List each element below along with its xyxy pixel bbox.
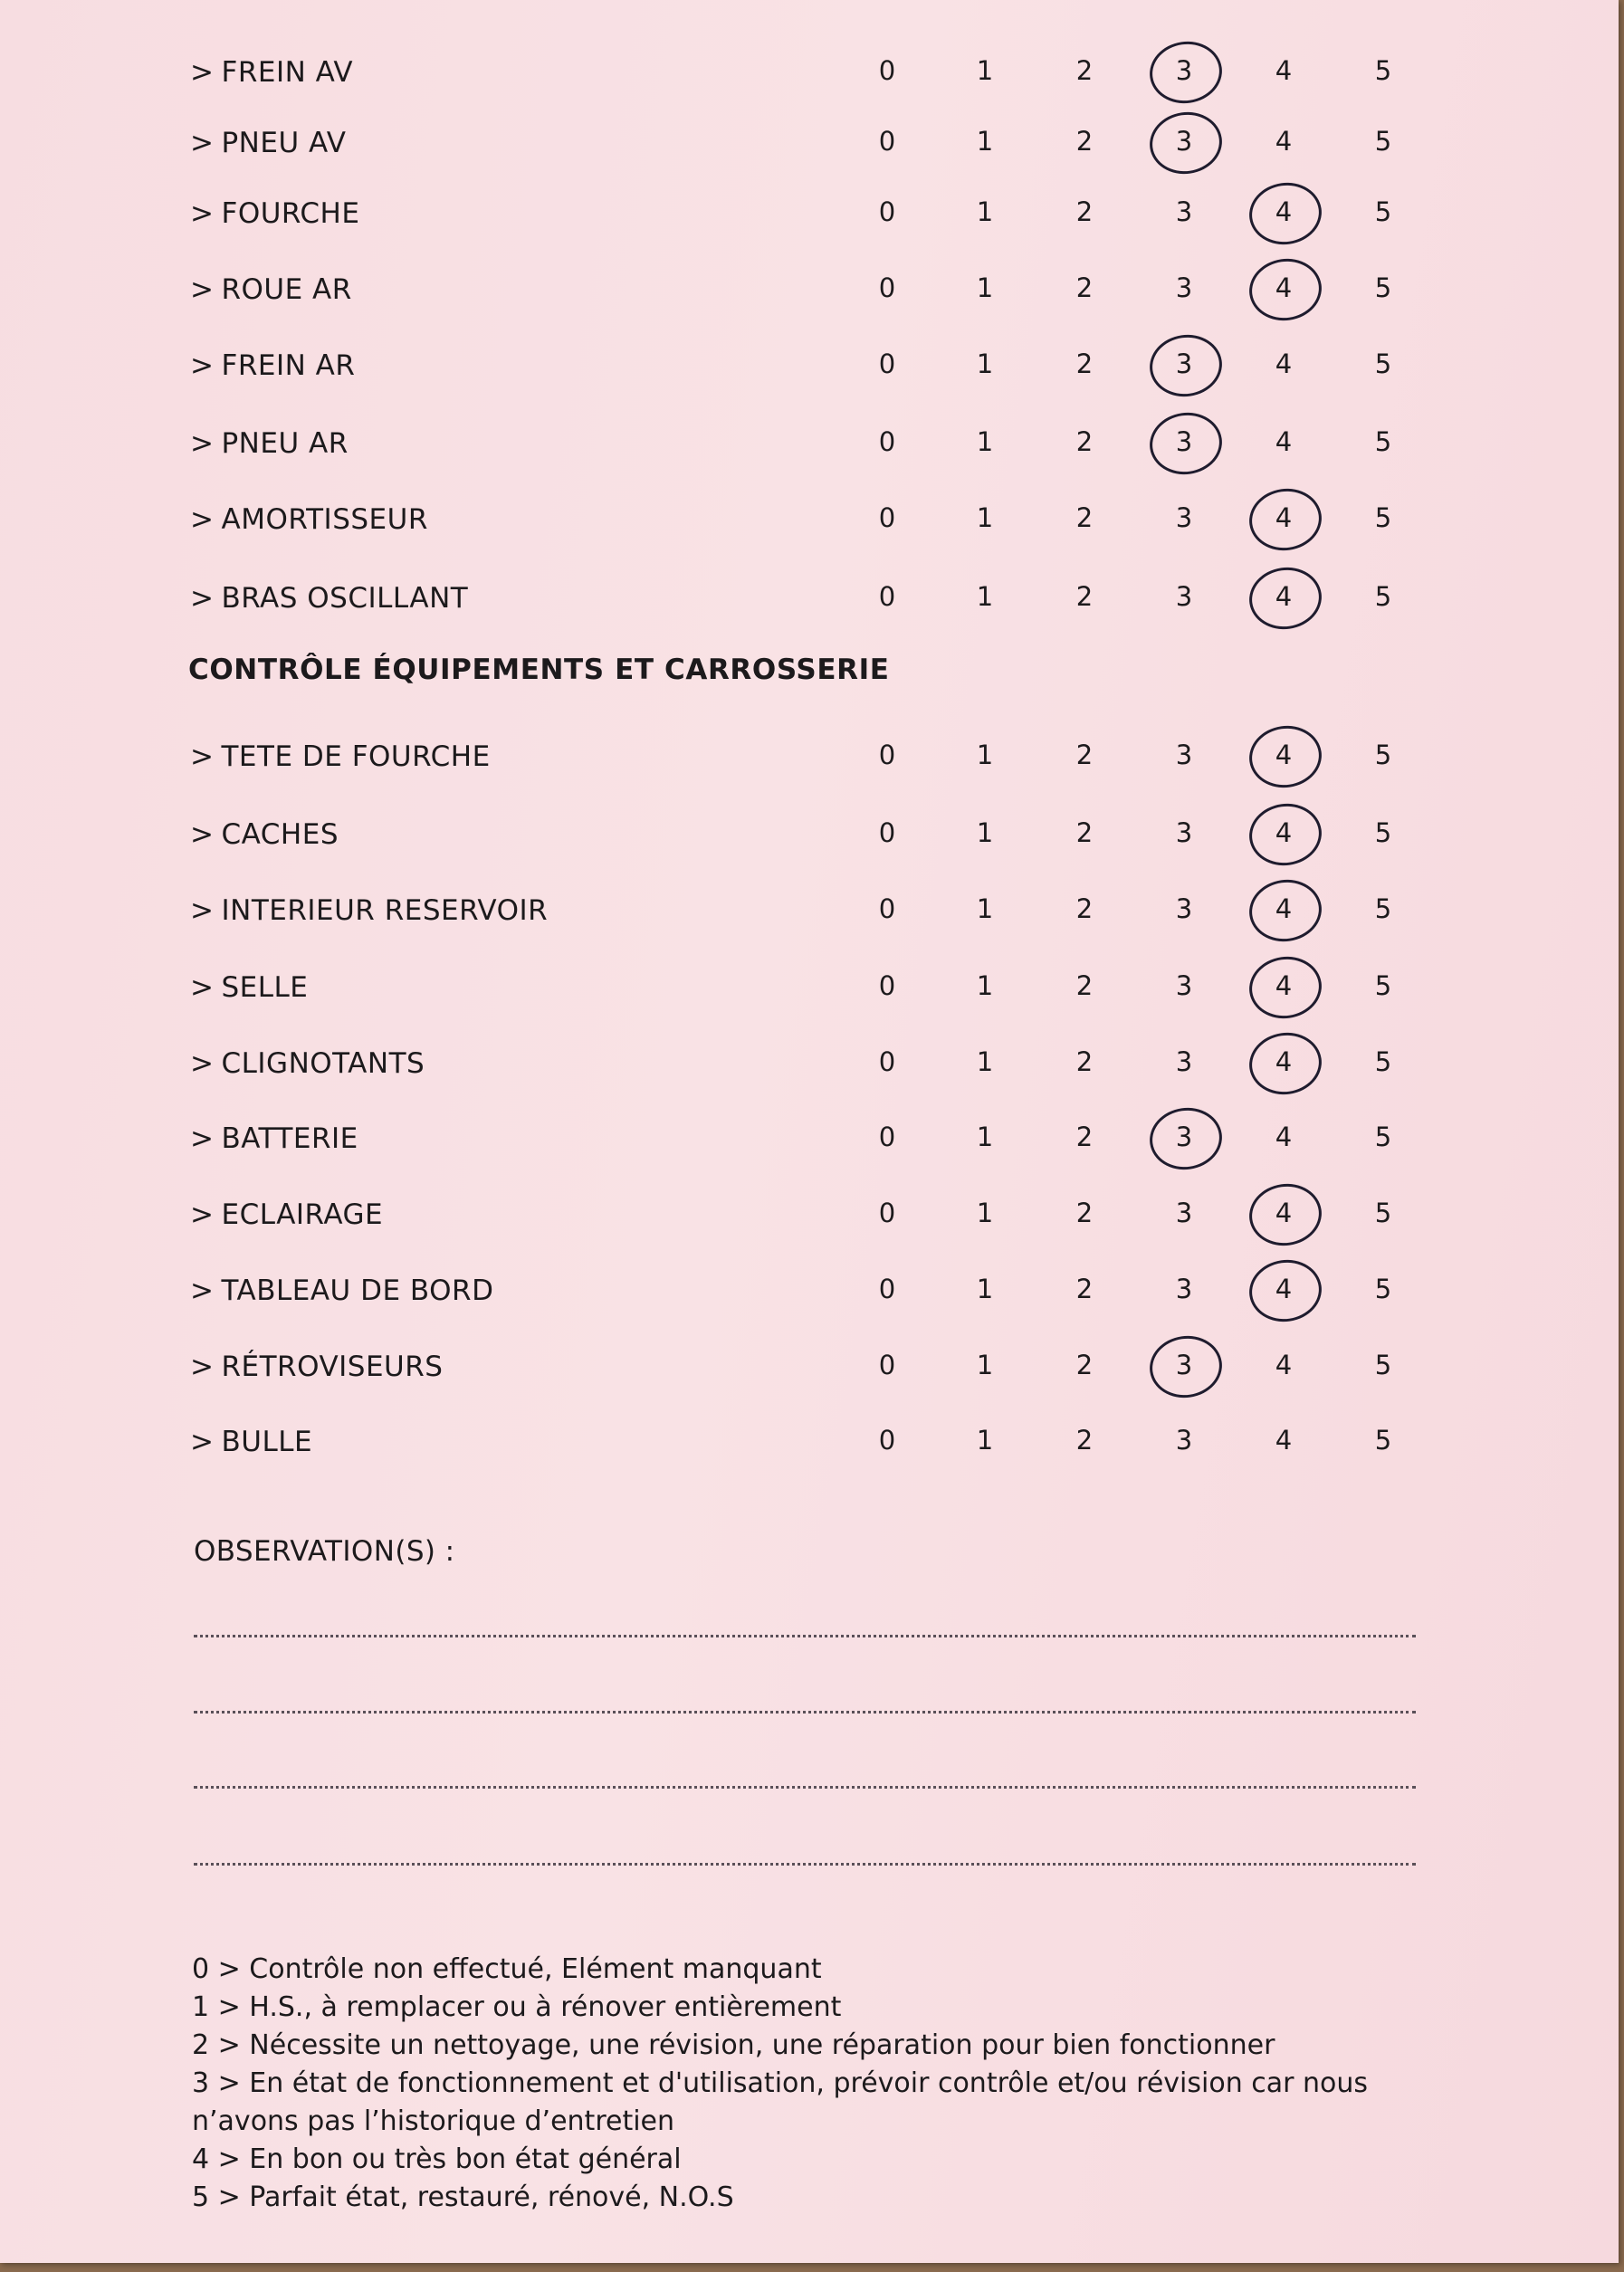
- score-option[interactable]: 2: [1075, 893, 1094, 924]
- score-option[interactable]: 2: [1075, 1046, 1094, 1077]
- score-option[interactable]: 3: [1175, 817, 1193, 848]
- score-option[interactable]: 2: [1075, 581, 1094, 612]
- score-option[interactable]: 2: [1075, 55, 1094, 86]
- rating-row-label: [190, 894, 548, 927]
- score-option[interactable]: 3: [1175, 196, 1193, 227]
- score-option-circled[interactable]: 4: [1256, 891, 1311, 927]
- rating-row-label: [190, 1274, 493, 1307]
- score-option[interactable]: 0: [878, 1122, 896, 1152]
- row-arrow: >: [190, 1351, 215, 1383]
- score-option[interactable]: 5: [1374, 1122, 1392, 1152]
- score-option-circled[interactable]: 3: [1157, 53, 1211, 89]
- row-arrow: >: [190, 971, 215, 1004]
- observation-line: [194, 1635, 1416, 1637]
- score-option-circled[interactable]: 3: [1157, 123, 1211, 159]
- score-option[interactable]: 5: [1374, 426, 1392, 457]
- rating-row: [0, 573, 1619, 618]
- legend-line: 5 > Parfait état, restauré, rénové, N.O.S: [192, 2181, 734, 2213]
- rating-row: [0, 1417, 1619, 1462]
- row-label-text: PNEU AR: [221, 427, 349, 460]
- score-option[interactable]: 0: [878, 1198, 896, 1228]
- row-arrow: >: [190, 197, 215, 230]
- score-option[interactable]: 3: [1175, 581, 1193, 612]
- rating-row: [0, 885, 1619, 931]
- score-option[interactable]: 2: [1075, 1425, 1094, 1456]
- section-title-equipment: CONTRÔLE ÉQUIPEMENTS ET CARROSSERIE: [188, 654, 890, 686]
- score-option[interactable]: 5: [1374, 196, 1392, 227]
- score-option[interactable]: 3: [1175, 1425, 1193, 1456]
- score-option-circled[interactable]: 4: [1256, 270, 1311, 306]
- score-option-circled[interactable]: 4: [1256, 578, 1311, 615]
- row-label-text: BATTERIE: [221, 1122, 358, 1155]
- legend-line: 3 > En état de fonctionnement et d'utilisation, prévoir contrôle et/ou révision car nous: [192, 2067, 1369, 2099]
- row-arrow: >: [190, 1122, 215, 1155]
- score-option[interactable]: 5: [1374, 581, 1392, 612]
- score-option[interactable]: 3: [1175, 272, 1193, 303]
- row-arrow: >: [190, 1198, 215, 1231]
- score-option[interactable]: 5: [1374, 1046, 1392, 1077]
- score-option[interactable]: 4: [1275, 126, 1293, 157]
- score-option[interactable]: 2: [1075, 970, 1094, 1001]
- rating-row-label: [190, 1351, 443, 1383]
- rating-row-label: [190, 971, 308, 1004]
- rating-row: [0, 962, 1619, 1007]
- score-option[interactable]: 3: [1175, 502, 1193, 533]
- observation-line: [194, 1711, 1416, 1714]
- rating-row-label: [190, 1198, 383, 1231]
- rating-row-label: [190, 1426, 312, 1458]
- rating-row-label: [190, 127, 346, 159]
- score-option[interactable]: 5: [1374, 272, 1392, 303]
- row-arrow: >: [190, 818, 215, 851]
- row-label-text: PNEU AV: [221, 127, 347, 159]
- row-label-text: FREIN AR: [221, 349, 356, 382]
- score-option[interactable]: 5: [1374, 348, 1392, 379]
- score-option[interactable]: 1: [976, 348, 994, 379]
- score-option[interactable]: 3: [1175, 1274, 1193, 1304]
- score-option[interactable]: 0: [878, 272, 896, 303]
- score-option-circled[interactable]: 4: [1256, 1044, 1311, 1080]
- score-option[interactable]: 5: [1374, 502, 1392, 533]
- score-option[interactable]: 1: [976, 196, 994, 227]
- row-label-text: FREIN AV: [221, 56, 354, 89]
- legend-line: 4 > En bon ou très bon état général: [192, 2143, 682, 2175]
- legend-line: 1 > H.S., à remplacer ou à rénover entièrement: [192, 1991, 842, 2023]
- rating-row-label: [190, 818, 339, 851]
- score-option[interactable]: 5: [1374, 126, 1392, 157]
- rating-row-label: [190, 503, 428, 536]
- score-option[interactable]: 2: [1075, 426, 1094, 457]
- score-option[interactable]: 0: [878, 502, 896, 533]
- score-option-circled[interactable]: 4: [1256, 1271, 1311, 1307]
- score-option[interactable]: 1: [976, 126, 994, 157]
- score-option[interactable]: 2: [1075, 502, 1094, 533]
- score-option-circled[interactable]: 4: [1256, 500, 1311, 536]
- score-option-circled[interactable]: 4: [1256, 194, 1311, 230]
- row-arrow: >: [190, 1426, 215, 1458]
- rating-row-label: [190, 427, 349, 460]
- score-option[interactable]: 2: [1075, 1274, 1094, 1304]
- score-option[interactable]: 5: [1374, 1425, 1392, 1456]
- row-label-text: INTERIEUR RESERVOIR: [221, 894, 549, 927]
- row-label-text: TETE DE FOURCHE: [221, 740, 491, 773]
- score-option[interactable]: 4: [1275, 1122, 1293, 1152]
- score-option[interactable]: 5: [1374, 1198, 1392, 1228]
- score-option-circled[interactable]: 3: [1157, 346, 1211, 382]
- row-arrow: >: [190, 582, 215, 615]
- row-label-text: AMORTISSEUR: [221, 503, 428, 536]
- score-option[interactable]: 0: [878, 970, 896, 1001]
- rating-row: [0, 1189, 1619, 1235]
- score-option[interactable]: 1: [976, 1198, 994, 1228]
- score-option[interactable]: 1: [976, 55, 994, 86]
- score-option[interactable]: 4: [1275, 1350, 1293, 1380]
- rating-row: [0, 1113, 1619, 1159]
- row-label-text: SELLE: [221, 971, 309, 1004]
- row-arrow: >: [190, 740, 215, 773]
- row-arrow: >: [190, 894, 215, 927]
- score-option[interactable]: 0: [878, 348, 896, 379]
- rating-row: [0, 1038, 1619, 1083]
- score-option[interactable]: 5: [1374, 1350, 1392, 1380]
- score-option-circled[interactable]: 3: [1157, 424, 1211, 460]
- row-label-text: CACHES: [221, 818, 339, 851]
- score-option[interactable]: 3: [1175, 893, 1193, 924]
- score-option[interactable]: 2: [1075, 1122, 1094, 1152]
- rating-row: [0, 809, 1619, 854]
- score-option[interactable]: 0: [878, 1350, 896, 1380]
- row-label-text: CLIGNOTANTS: [221, 1047, 425, 1080]
- observation-line: [194, 1863, 1416, 1866]
- score-option-circled[interactable]: 4: [1256, 968, 1311, 1004]
- score-option[interactable]: 4: [1275, 426, 1293, 457]
- score-option[interactable]: 2: [1075, 348, 1094, 379]
- row-label-text: TABLEAU DE BORD: [221, 1274, 494, 1307]
- score-option[interactable]: 1: [976, 817, 994, 848]
- score-option[interactable]: 1: [976, 1046, 994, 1077]
- rating-row-label: [190, 1122, 358, 1155]
- rating-row-label: [190, 56, 353, 89]
- observations-label: OBSERVATION(S) :: [194, 1535, 455, 1568]
- score-option[interactable]: 5: [1374, 893, 1392, 924]
- row-arrow: >: [190, 273, 215, 306]
- score-option[interactable]: 1: [976, 970, 994, 1001]
- score-option[interactable]: 3: [1175, 740, 1193, 770]
- score-option[interactable]: 0: [878, 55, 896, 86]
- rating-row: [0, 1341, 1619, 1387]
- score-option[interactable]: 2: [1075, 817, 1094, 848]
- observation-line: [194, 1786, 1416, 1789]
- score-option[interactable]: 2: [1075, 740, 1094, 770]
- score-option[interactable]: 4: [1275, 55, 1293, 86]
- score-option[interactable]: 1: [976, 1274, 994, 1304]
- row-label-text: ROUE AR: [221, 273, 352, 306]
- rating-row-label: [190, 582, 468, 615]
- score-option[interactable]: 1: [976, 1350, 994, 1380]
- row-arrow: >: [190, 1274, 215, 1307]
- rating-row: [0, 340, 1619, 386]
- score-option[interactable]: 1: [976, 1122, 994, 1152]
- rating-row: [0, 494, 1619, 539]
- score-option[interactable]: 5: [1374, 1274, 1392, 1304]
- row-arrow: >: [190, 56, 215, 89]
- score-option[interactable]: 0: [878, 1046, 896, 1077]
- score-option[interactable]: 2: [1075, 272, 1094, 303]
- score-option[interactable]: 3: [1175, 970, 1193, 1001]
- score-option-circled[interactable]: 4: [1256, 1195, 1311, 1231]
- rating-row: [0, 1265, 1619, 1311]
- row-label-text: ECLAIRAGE: [221, 1198, 384, 1231]
- score-option[interactable]: 1: [976, 426, 994, 457]
- score-option[interactable]: 2: [1075, 126, 1094, 157]
- rating-row: [0, 118, 1619, 163]
- score-option[interactable]: 1: [976, 581, 994, 612]
- rating-row-label: [190, 740, 491, 773]
- score-option[interactable]: 1: [976, 272, 994, 303]
- rating-row: [0, 418, 1619, 463]
- score-option[interactable]: 0: [878, 126, 896, 157]
- score-option[interactable]: 1: [976, 740, 994, 770]
- row-arrow: >: [190, 427, 215, 460]
- score-option[interactable]: 0: [878, 817, 896, 848]
- score-option[interactable]: 0: [878, 1274, 896, 1304]
- rating-row-label: [190, 349, 355, 382]
- row-label-text: BRAS OSCILLANT: [221, 582, 469, 615]
- score-option-circled[interactable]: 3: [1157, 1119, 1211, 1155]
- legend-line: 2 > Nécessite un nettoyage, une révision, une réparation pour bien fonctionner: [192, 2029, 1275, 2061]
- score-option[interactable]: 0: [878, 581, 896, 612]
- row-label-text: FOURCHE: [221, 197, 360, 230]
- row-label-text: BULLE: [221, 1426, 313, 1458]
- score-option[interactable]: 4: [1275, 348, 1293, 379]
- score-option[interactable]: 0: [878, 196, 896, 227]
- row-arrow: >: [190, 349, 215, 382]
- score-option-circled[interactable]: 4: [1256, 815, 1311, 851]
- score-option[interactable]: 2: [1075, 1350, 1094, 1380]
- score-option[interactable]: 2: [1075, 196, 1094, 227]
- score-option[interactable]: 0: [878, 740, 896, 770]
- score-option[interactable]: 5: [1374, 970, 1392, 1001]
- score-option[interactable]: 3: [1175, 1046, 1193, 1077]
- rating-row-label: [190, 273, 352, 306]
- rating-row: [0, 731, 1619, 777]
- row-arrow: >: [190, 1047, 215, 1080]
- rating-row: [0, 188, 1619, 234]
- score-option[interactable]: 1: [976, 502, 994, 533]
- rating-row-label: [190, 1047, 425, 1080]
- score-option[interactable]: 2: [1075, 1198, 1094, 1228]
- score-option-circled[interactable]: 3: [1157, 1347, 1211, 1383]
- score-option[interactable]: 1: [976, 893, 994, 924]
- score-option[interactable]: 5: [1374, 55, 1392, 86]
- score-option[interactable]: 0: [878, 1425, 896, 1456]
- score-option[interactable]: 4: [1275, 1425, 1293, 1456]
- score-option-circled[interactable]: 4: [1256, 737, 1311, 773]
- score-option[interactable]: 0: [878, 426, 896, 457]
- rating-legend: [192, 1951, 1459, 2217]
- score-option[interactable]: 3: [1175, 1198, 1193, 1228]
- rating-row-label: [190, 197, 359, 230]
- legend-line: n’avons pas l’historique d’entretien: [192, 2105, 675, 2137]
- rating-row: [0, 264, 1619, 310]
- row-arrow: >: [190, 503, 215, 536]
- legend-line: 0 > Contrôle non effectué, Elément manquant: [192, 1953, 822, 1985]
- score-option[interactable]: 0: [878, 893, 896, 924]
- score-option[interactable]: 5: [1374, 740, 1392, 770]
- rating-row: [0, 47, 1619, 92]
- score-option[interactable]: 5: [1374, 817, 1392, 848]
- row-arrow: >: [190, 127, 215, 159]
- row-label-text: RÉTROVISEURS: [221, 1351, 444, 1383]
- score-option[interactable]: 1: [976, 1425, 994, 1456]
